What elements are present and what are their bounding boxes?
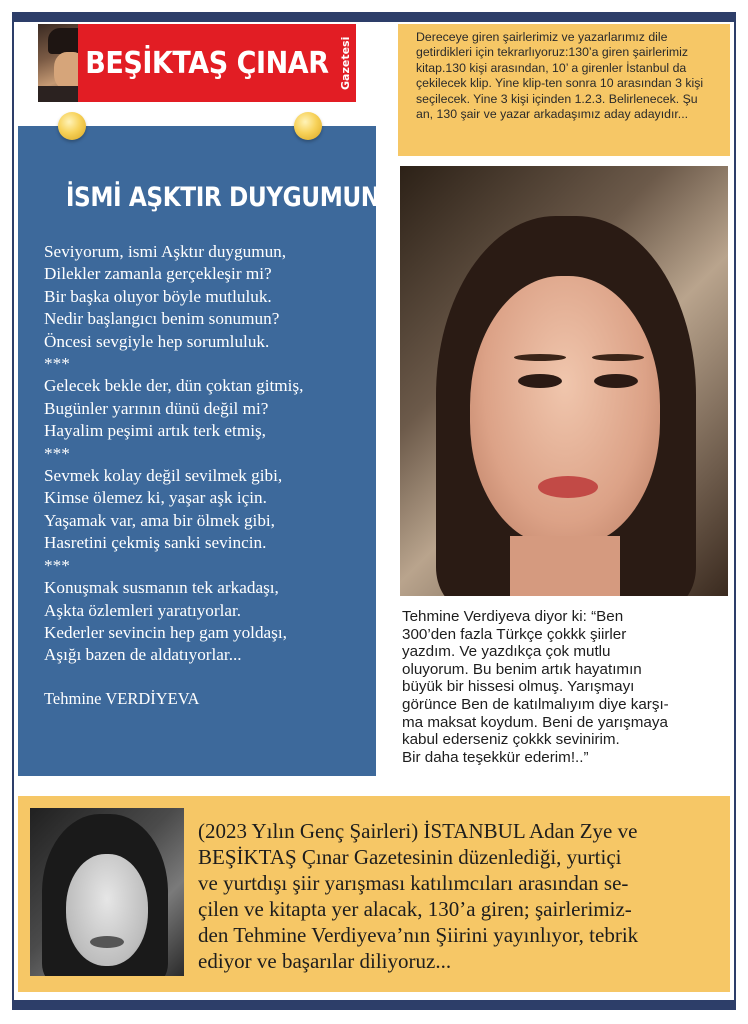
pushpin-icon [58, 112, 86, 140]
poem-line: Sevmek kolay değil sevilmek gibi, [44, 466, 283, 486]
poem-line: Seviyorum, ismi Aşktır duygumun, [44, 242, 287, 261]
quote-line: Bir daha teşekkür ederim!..” [402, 748, 589, 766]
poem-panel [18, 126, 380, 776]
poem-line: Bir başka oluyor böyle mutluluk. [44, 286, 272, 306]
announcement-note: Dereceye giren şairlerimiz ve yazarlarımız dile getirdikleri için tekrarlıyoruz:130’a giren şairlerimiz kitap.130 kişi arasından, 10’ a girenler İstanbul da çekilecek klip. Yine klip-ten sonra 10 arasından 3 kişi seçilecek. Yine 3 kişi içinden 1.2.3. Belirlenecek. Şu an, 130 şair ve yazar arkadaşımız aday adayıdır... [398, 24, 730, 156]
bottom-announcement-panel [18, 796, 730, 992]
poem-line: Kederler sevincin hep gam yoldaşı, [44, 622, 287, 642]
announcement-line: çilen ve kitapta yer alacak, 130’a giren; şairlerimiz- [198, 897, 632, 921]
poem-line: Aşkta özlemleri yaratıyorlar. [44, 600, 242, 620]
logo-subtitle: Gazetesi [339, 36, 352, 90]
poem-line: Hayalim peşimi artık terk etmiş, [44, 421, 266, 441]
poem-body [44, 241, 356, 667]
stanza-separator: *** [44, 443, 70, 463]
stanza-separator: *** [44, 354, 70, 374]
poem-line: Gelecek bekle der, dün çoktan gitmiş, [44, 376, 304, 396]
poem-title: İSMİ AŞKTIR DUYGUMUN [65, 182, 380, 213]
announcement-line: BEŞİKTAŞ Çınar Gazetesinin düzenlediği, yurtiçi [198, 845, 622, 869]
quote-line: ma maksat koydum. Beni de yarışmaya [402, 713, 668, 731]
announcement-line: (2023 Yılın Genç Şairleri) İSTANBUL Adan Zye ve [198, 819, 638, 843]
bottom-border [12, 1000, 736, 1010]
author-thumbnail-photo [30, 808, 184, 976]
announcement-line: ediyor ve başarılar diliyoruz... [198, 949, 452, 973]
quote-line: görünce Ben de katılmalıyım diye karşı- [402, 695, 669, 713]
pushpin-icon [294, 112, 322, 140]
top-border [12, 12, 736, 22]
author-quote [402, 608, 730, 766]
logo-portrait-image [38, 24, 78, 102]
poem-author: Tehmine VERDİYEVA [44, 688, 200, 708]
quote-line: büyük bir hissesi olmuş. Yarışmayı [402, 678, 635, 696]
quote-line: kabul ederseniz çokkk sevinirim. [402, 731, 620, 749]
poem-line: Dilekler zamanla gerçekleşir mi? [44, 264, 272, 284]
quote-line: oluyorum. Bu benim artık hayatımın [402, 660, 642, 678]
announcement-line: den Tehmine Verdiyeva’nın Şiirini yayınlıyor, tebrik [198, 923, 639, 947]
poem-line: Yaşamak var, ama bir ölmek gibi, [44, 510, 275, 530]
stanza-separator: *** [44, 555, 70, 575]
poem-line: Nedir başlangıcı benim sonumun? [44, 309, 280, 329]
poem-line: Hasretini çekmiş sanki sevincin. [44, 533, 267, 553]
quote-line: yazdım. Ve yazdıkça çok mutlu [402, 643, 611, 661]
poem-line: Bugünler yarının dünü değil mi? [44, 398, 269, 418]
poem-line: Öncesi sevgiyle hep sorumluluk. [44, 331, 270, 351]
logo-name: BEŞİKTAŞ ÇINAR [84, 45, 329, 81]
quote-line: 300’den fazla Türkçe çokkk şiirler [402, 625, 627, 643]
newspaper-logo [38, 24, 356, 102]
poem-line: Aşığı bazen de aldatıyorlar... [44, 645, 242, 665]
quote-line: Tehmine Verdiyeva diyor ki: “Ben [402, 608, 624, 625]
author-portrait-photo [400, 166, 728, 596]
announcement-text [198, 818, 718, 974]
announcement-line: ve yurtdışı şiir yarışması katılımcıları arasından se- [198, 871, 629, 895]
poem-line: Konuşmak susmanın tek arkadaşı, [44, 578, 279, 598]
poem-line: Kimse ölemez ki, yaşar aşk için. [44, 488, 267, 508]
